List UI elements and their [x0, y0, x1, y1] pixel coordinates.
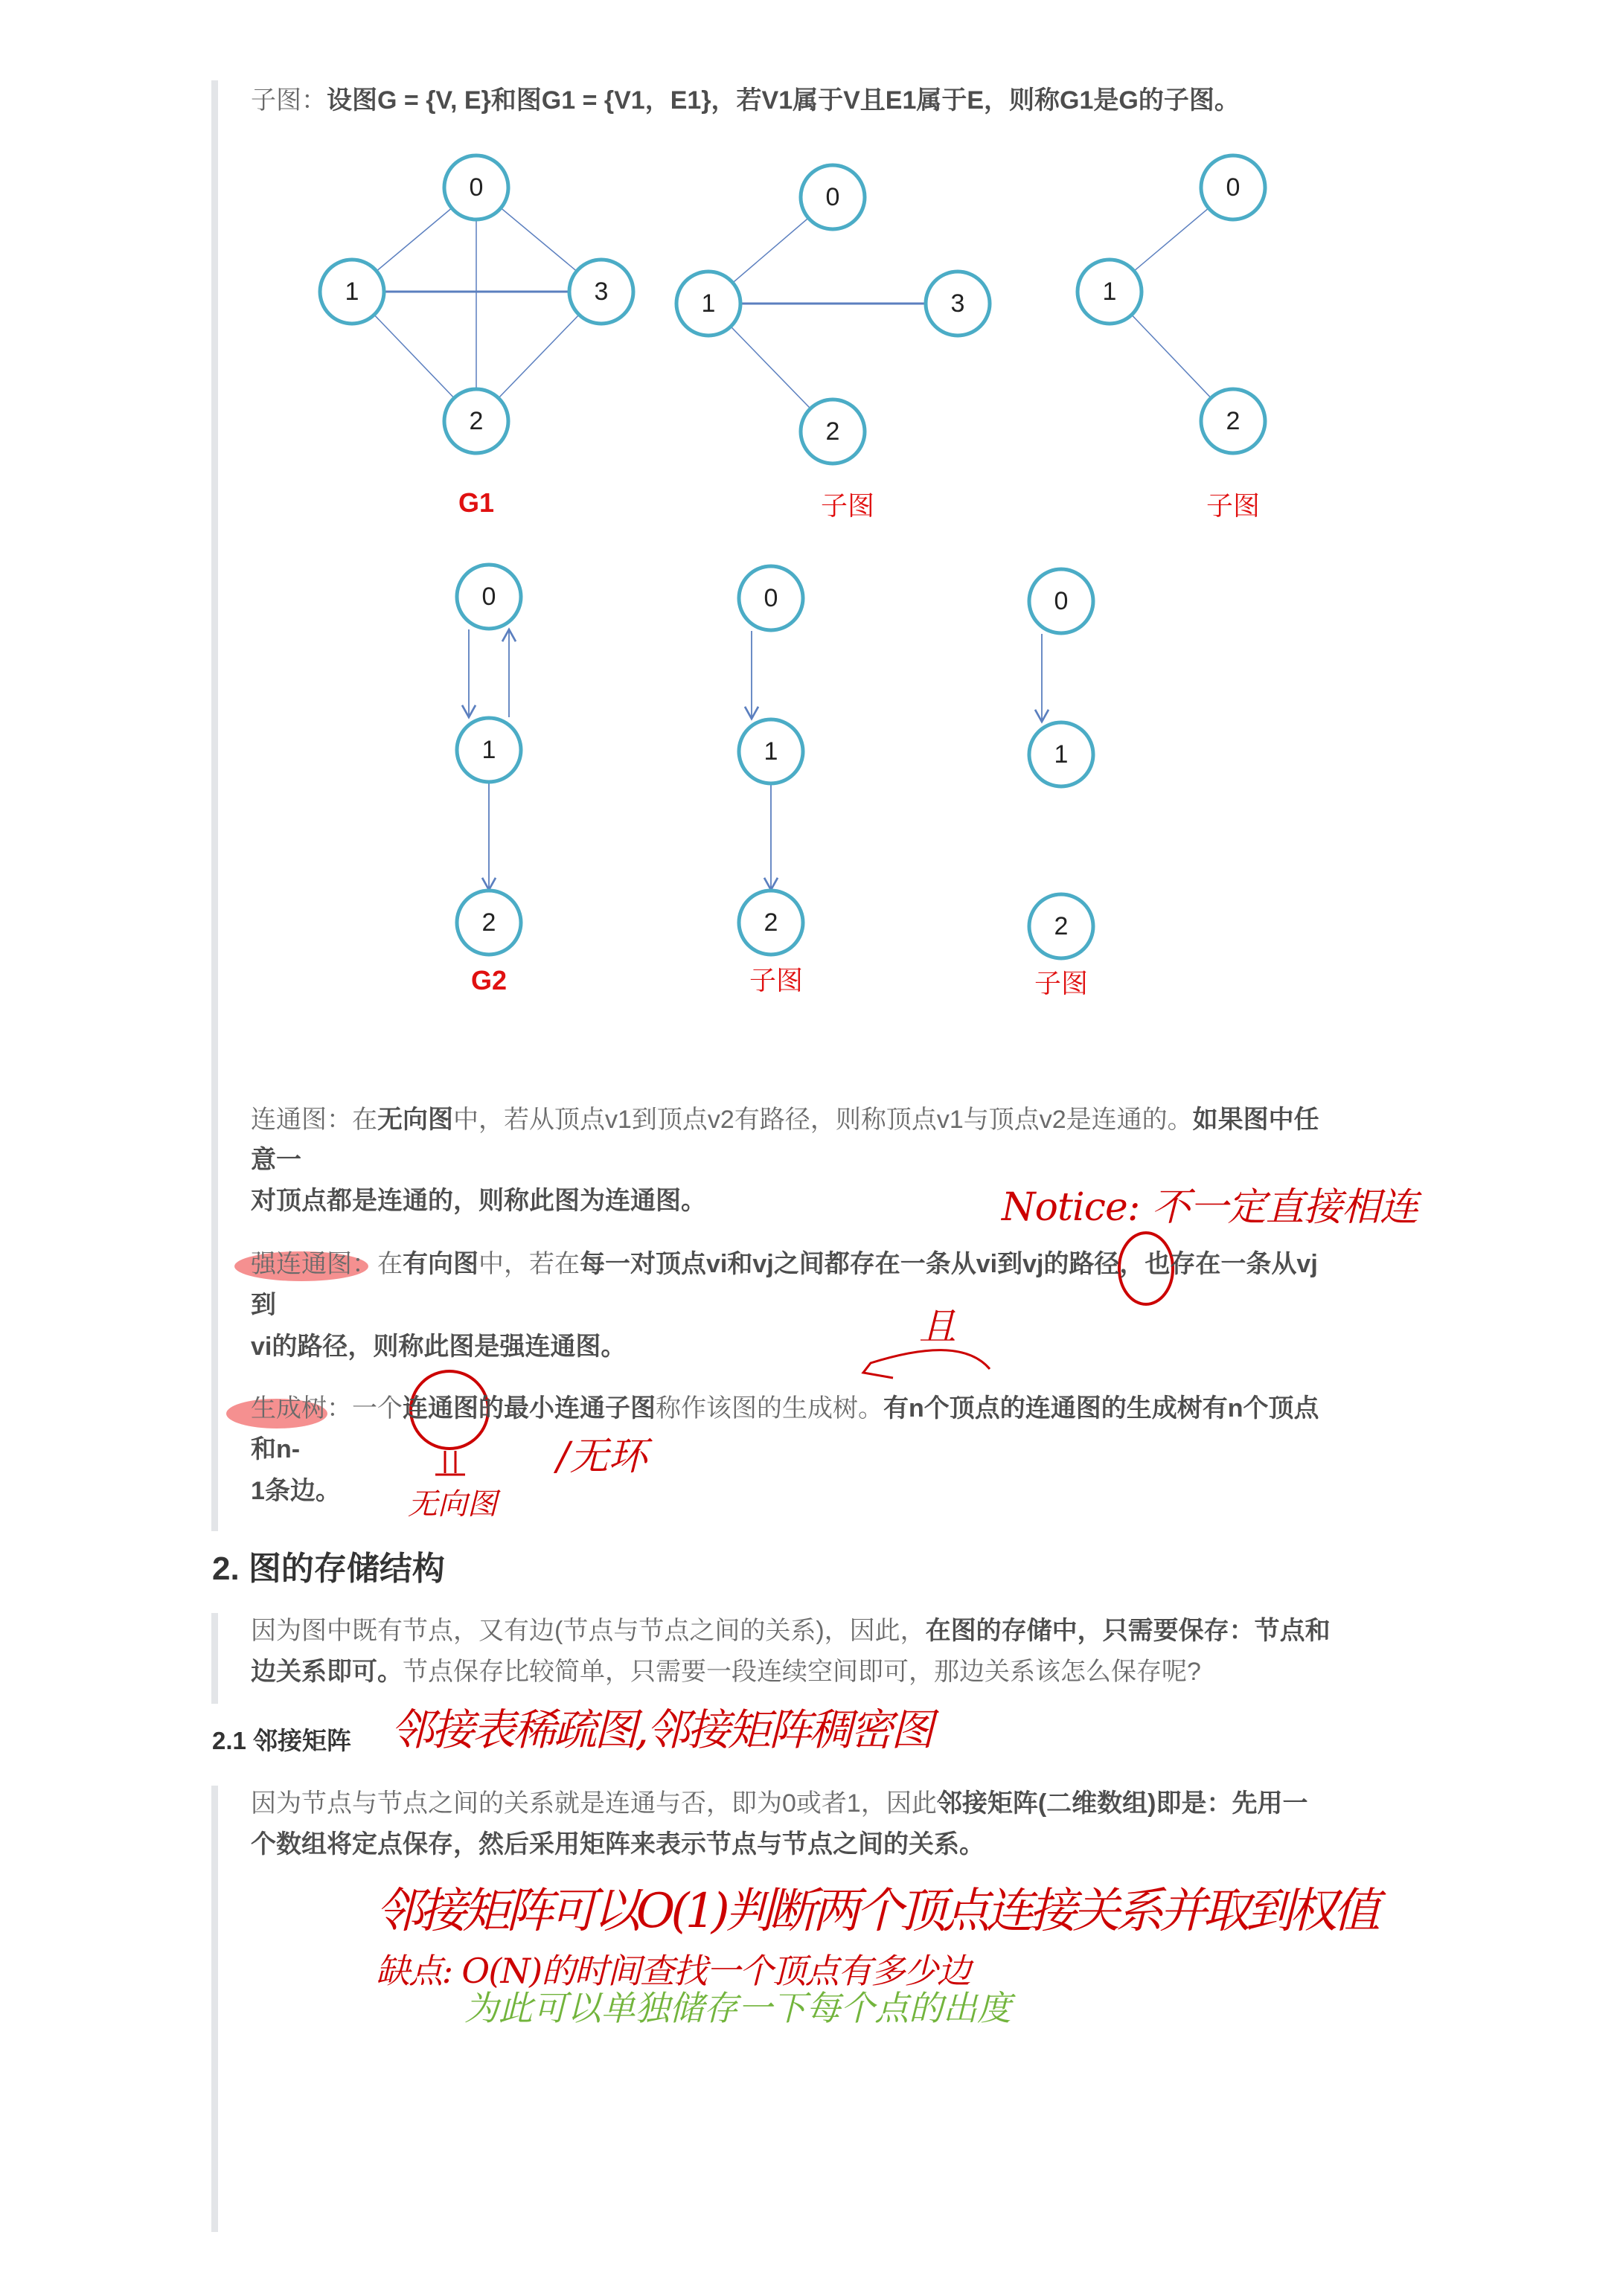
bold-text: 对顶点都是连通的，则称此图为连通图。 [251, 1187, 706, 1215]
node-label: 1 [701, 289, 716, 318]
bold-text: 邻接矩阵(二维数组)即是：先用一 [936, 1789, 1308, 1818]
graph-node [457, 565, 521, 629]
graph-g2 [457, 565, 521, 995]
bold-text: 1条边。 [251, 1477, 341, 1505]
graph-node [1078, 260, 1142, 324]
bold-text: 每一对顶点vi和vj之间都存在一条从vi到vj的路径，也存在一条从vj [580, 1250, 1318, 1278]
graph-node [1201, 389, 1265, 453]
graph-node [457, 891, 521, 955]
note-undirected: 无向图 [408, 1487, 497, 1521]
graph-sub1 [676, 165, 990, 521]
bold-text: 和n- [251, 1435, 301, 1463]
graph-caption: 子图 [749, 966, 804, 995]
graph-node [444, 389, 508, 453]
node-label: 1 [1102, 278, 1117, 306]
text: 中，若在 [478, 1250, 580, 1278]
bold-text: 无向图 [377, 1106, 453, 1134]
note-matrix-con: 缺点: O(N)的时间查找一个顶点有多少边 [376, 1951, 971, 1991]
graph-node [320, 260, 384, 324]
bold-text: 如果图中任 [1192, 1106, 1319, 1134]
bold-text: 在图的存储中，只需要保存：节点和 [925, 1617, 1331, 1645]
bold-text: vi的路径，则称此图是强连通图。 [251, 1333, 627, 1361]
node-label: 2 [764, 908, 778, 937]
graph-node [1201, 155, 1265, 219]
node-label: 0 [481, 583, 496, 611]
graph-node [739, 891, 803, 955]
node-label: 0 [764, 584, 778, 612]
graph-caption: 子图 [1034, 969, 1089, 998]
graph-node [801, 165, 865, 229]
bold-text: 连通图的最小连通子图 [403, 1394, 656, 1423]
node-label: 1 [345, 278, 359, 306]
bold-text: 边关系即可。 [251, 1658, 403, 1686]
node-label: 2 [469, 407, 484, 435]
node-label: 2 [481, 908, 496, 937]
graph-sub3 [739, 566, 803, 995]
bold-text: 意一 [251, 1146, 301, 1174]
graph-caption: 子图 [820, 491, 875, 521]
graph-caption: G1 [458, 487, 495, 518]
text: 强连通图：在 [251, 1250, 403, 1278]
graph-node [739, 719, 803, 783]
note-acyclic: /无环 [557, 1434, 647, 1479]
text: 因为图中既有节点，又有边(节点与节点之间的关系)，因此， [251, 1617, 926, 1645]
bold-text: 个数组将定点保存，然后采用矩阵来表示节点与节点之间的关系。 [251, 1830, 985, 1859]
text: 称作该图的生成树。 [656, 1394, 883, 1423]
node-label: 1 [1054, 740, 1069, 769]
bold-text: 设图G = {V, E}和图G1 = {V1，E1}，若V1属于V且E1属于E，则称G1是G的子图。 [327, 86, 1240, 115]
bold-text: 有n个顶点的连通图的生成树有n个顶点 [883, 1394, 1319, 1423]
section-heading: 2. 图的存储结构 [212, 1551, 445, 1587]
graph-node [1029, 569, 1093, 633]
text: 子图： [251, 86, 327, 115]
text: 因为节点与节点之间的关系就是连通与否，即为0或者1，因此 [251, 1789, 937, 1818]
node-label: 1 [481, 736, 496, 764]
text: 中，若从顶点v1到顶点v2有路径，则称顶点v1与顶点v2是连通的。 [453, 1106, 1193, 1134]
graph-node [1029, 894, 1093, 958]
graph-node [457, 718, 521, 782]
graph-g1 [320, 155, 633, 518]
graph-node [926, 272, 990, 336]
node-label: 2 [1054, 912, 1069, 940]
node-label: 0 [1226, 173, 1241, 202]
node-label: 1 [764, 737, 778, 766]
graph-caption: G2 [470, 965, 508, 995]
text: 连通图：在 [251, 1106, 377, 1134]
note-notice: Notice: 不一定直接相连 [1002, 1185, 1418, 1230]
node-label: 2 [1226, 407, 1241, 435]
graph-node [1029, 722, 1093, 786]
node-label: 0 [825, 183, 840, 211]
bold-text: 有向图 [403, 1250, 478, 1278]
bold-text: 到 [251, 1291, 276, 1319]
graph-node [676, 272, 740, 336]
graph-sub2 [1078, 155, 1265, 521]
note-fix: 为此可以单独储存一下每个点的出度 [464, 1988, 1011, 2028]
node-label: 3 [594, 278, 609, 306]
subsection-heading: 2.1 邻接矩阵 [212, 1727, 352, 1754]
text: 节点保存比较简单，只需要一段连续空间即可，那边关系该怎么保存呢? [403, 1658, 1201, 1686]
graph-node [569, 260, 633, 324]
note-sparse-dense: 邻接表稀疏图,邻接矩阵稠密图 [391, 1705, 934, 1755]
graph-node [739, 566, 803, 630]
node-label: 2 [825, 417, 840, 446]
graph-node [444, 155, 508, 219]
node-label: 3 [950, 289, 965, 318]
node-label: 0 [469, 173, 484, 202]
node-label: 0 [1054, 587, 1069, 615]
graph-node [801, 400, 865, 464]
note-and: 且 [919, 1305, 956, 1348]
note-matrix-pro: 邻接矩阵可以O(1)判断两个顶点连接关系并取到权值 [376, 1884, 1380, 1939]
text: 生成树：一个 [251, 1394, 403, 1423]
graph-sub4 [1029, 569, 1093, 998]
graph-caption: 子图 [1206, 491, 1261, 521]
